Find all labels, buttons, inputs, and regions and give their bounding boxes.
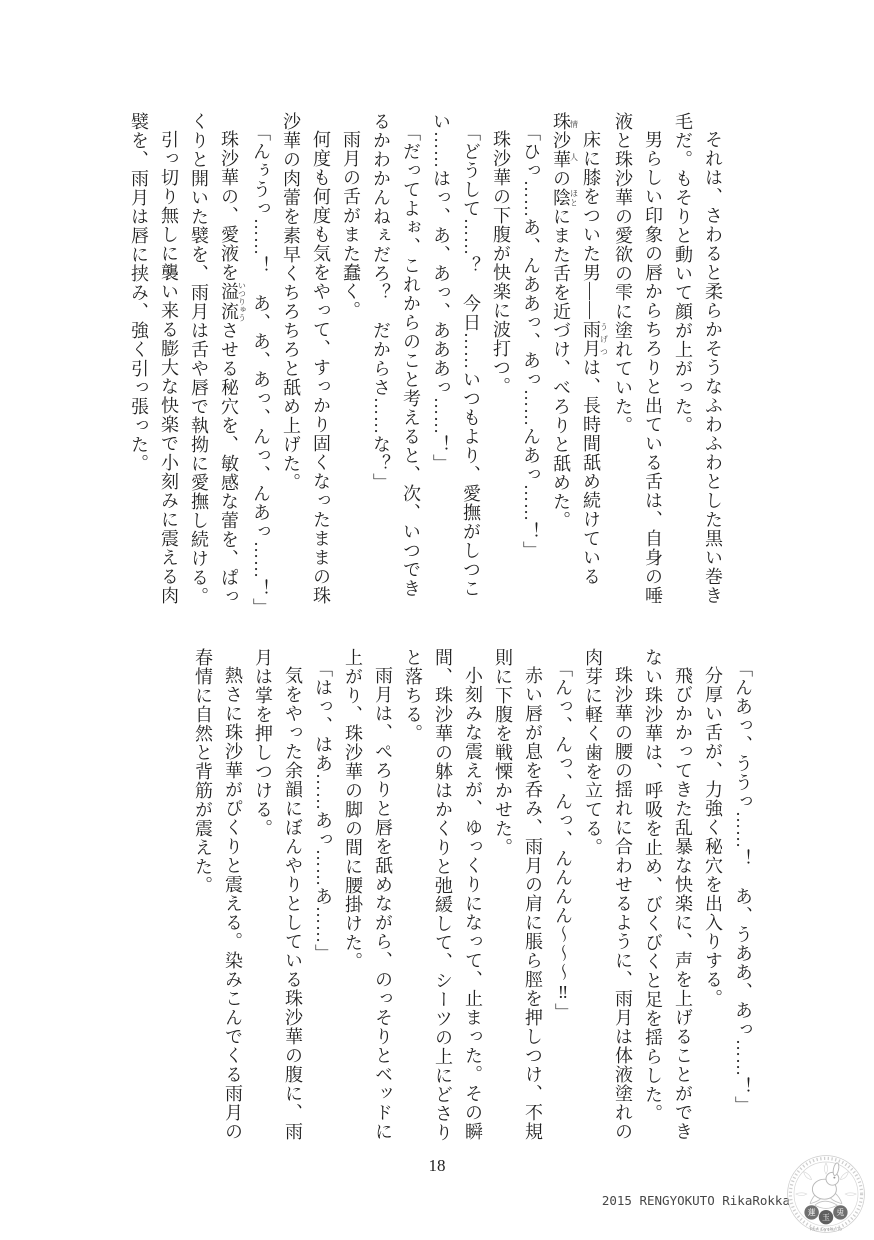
narration-paragraph: 飛びかかってきた乱暴な快楽に、声を上げることができない珠沙華は、呼吸を止め、びくびくと足を揺らした。 [643, 648, 693, 1141]
dialogue-paragraph: 「んっ、んっ、んっ、んんんん～～～‼」 [553, 658, 573, 1022]
narration-paragraph: 雨月は、ぺろりと唇を舐めながら、のっそりとベッドに上がり、珠沙華の脚の間に腰掛けた。 [343, 648, 393, 1141]
medallion-kanji-gyoku: 玉 [822, 1213, 830, 1222]
narration-paragraph: 珠沙華の腰の揺れに合わせるように、雨月は体液塗れの肉芽に軽く歯を立てる。 [583, 648, 633, 1141]
narration-paragraph: 何度も何度も気をやって、すっかり固くなったままの珠沙華の肉蕾を素早くちろちろと舐め上げた。 [281, 112, 331, 605]
narration-paragraph: 気をやった余韻にぼんやりとしている珠沙華の腹に、雨月は掌を押しつける。 [253, 648, 303, 1141]
narration-paragraph: 男らしい印象の唇からちろりと出ている舌は、自身の唾液と珠沙華の愛欲の雫に塗れていた。 [613, 112, 663, 605]
narration-paragraph: 雨月の舌がまた蠢く。 [341, 130, 361, 320]
dialogue-paragraph: 「だってよぉ、これからのこと考えると、次、いつできるかわかんねぇだろ？ だからさ……な？」 [371, 112, 421, 598]
medallion-kanji-ren: 蓮 [807, 1208, 816, 1218]
narration-paragraph: それは、さわると柔らかそうなふわふわとした黒い巻き毛だ。もそりと動いて顔が上がった。 [673, 112, 723, 605]
narration-paragraph: 床に膝をついた男――雨月うげつは、長時間舐め続けている珠沙華情人の陰ほとにまた舌を近づけ、べろりと舐めた。 [551, 112, 609, 586]
narration-paragraph: 珠沙華の、愛液を溢流いつりゅうさせる秘穴を、敏感な蕾を、ぱっくりと開いた襞を、雨月は舌や唇で執拗に愛撫し続ける。 [189, 112, 247, 606]
narration-paragraph: 熱さに珠沙華がぴくりと震える。染みこんでくる雨月の春情に自然と背筋が震えた。 [193, 648, 243, 1141]
dialogue-paragraph: 「はっ、はあ……あっ……あ……」 [313, 658, 333, 963]
narration-paragraph: 小刻みな震えが、ゆっくりになって、止まった。その瞬間、珠沙華の躰はかくりと弛緩して、シーツの上にどさりと落ちる。 [403, 648, 483, 1142]
publisher-stamp-logo [786, 1154, 866, 1234]
dialogue-paragraph: 「ひっ……あ、んああっ、あっ……んあっ……！」 [521, 122, 541, 560]
narration-paragraph: 分厚い舌が、力強く秘穴を出入りする。 [703, 666, 723, 1008]
narration-paragraph: 引っ切り無しに襲い来る膨大な快楽で小刻みに震える肉襞を、雨月は唇に挟み、強く引っ張った。 [129, 112, 179, 605]
copyright-text: 2015 RENGYOKUTO RikaRokka [601, 1193, 790, 1208]
vertical-text-block-bottom [188, 648, 758, 1148]
dialogue-paragraph: 「んぅうっ……！ あ、あ、あっ、んっ、んあっ……！」 [251, 122, 271, 617]
narration-paragraph: 赤い唇が息を呑み、雨月の肩に脹ら脛を押しつけ、不規則に下腹を戦慄かせた。 [493, 648, 543, 1141]
narration-paragraph: 珠沙華の下腹が快楽に波打つ。 [491, 130, 511, 396]
vertical-text-block-top [124, 112, 728, 615]
dialogue-paragraph: 「どうして……？ 今日……いつもより、愛撫がしつこい……はっ、あ、あっ、あああっ……！」 [431, 112, 481, 598]
dialogue-paragraph: 「んあっ、ううっ……！ あ、うああ、あっ……！」 [733, 658, 753, 1115]
medallion-kanji-to: 兎 [836, 1208, 845, 1218]
rabbit-icon [812, 1162, 839, 1199]
logo-arc-text: Ren Gyoku To [809, 1226, 843, 1232]
page-number: 18 [428, 1156, 446, 1175]
